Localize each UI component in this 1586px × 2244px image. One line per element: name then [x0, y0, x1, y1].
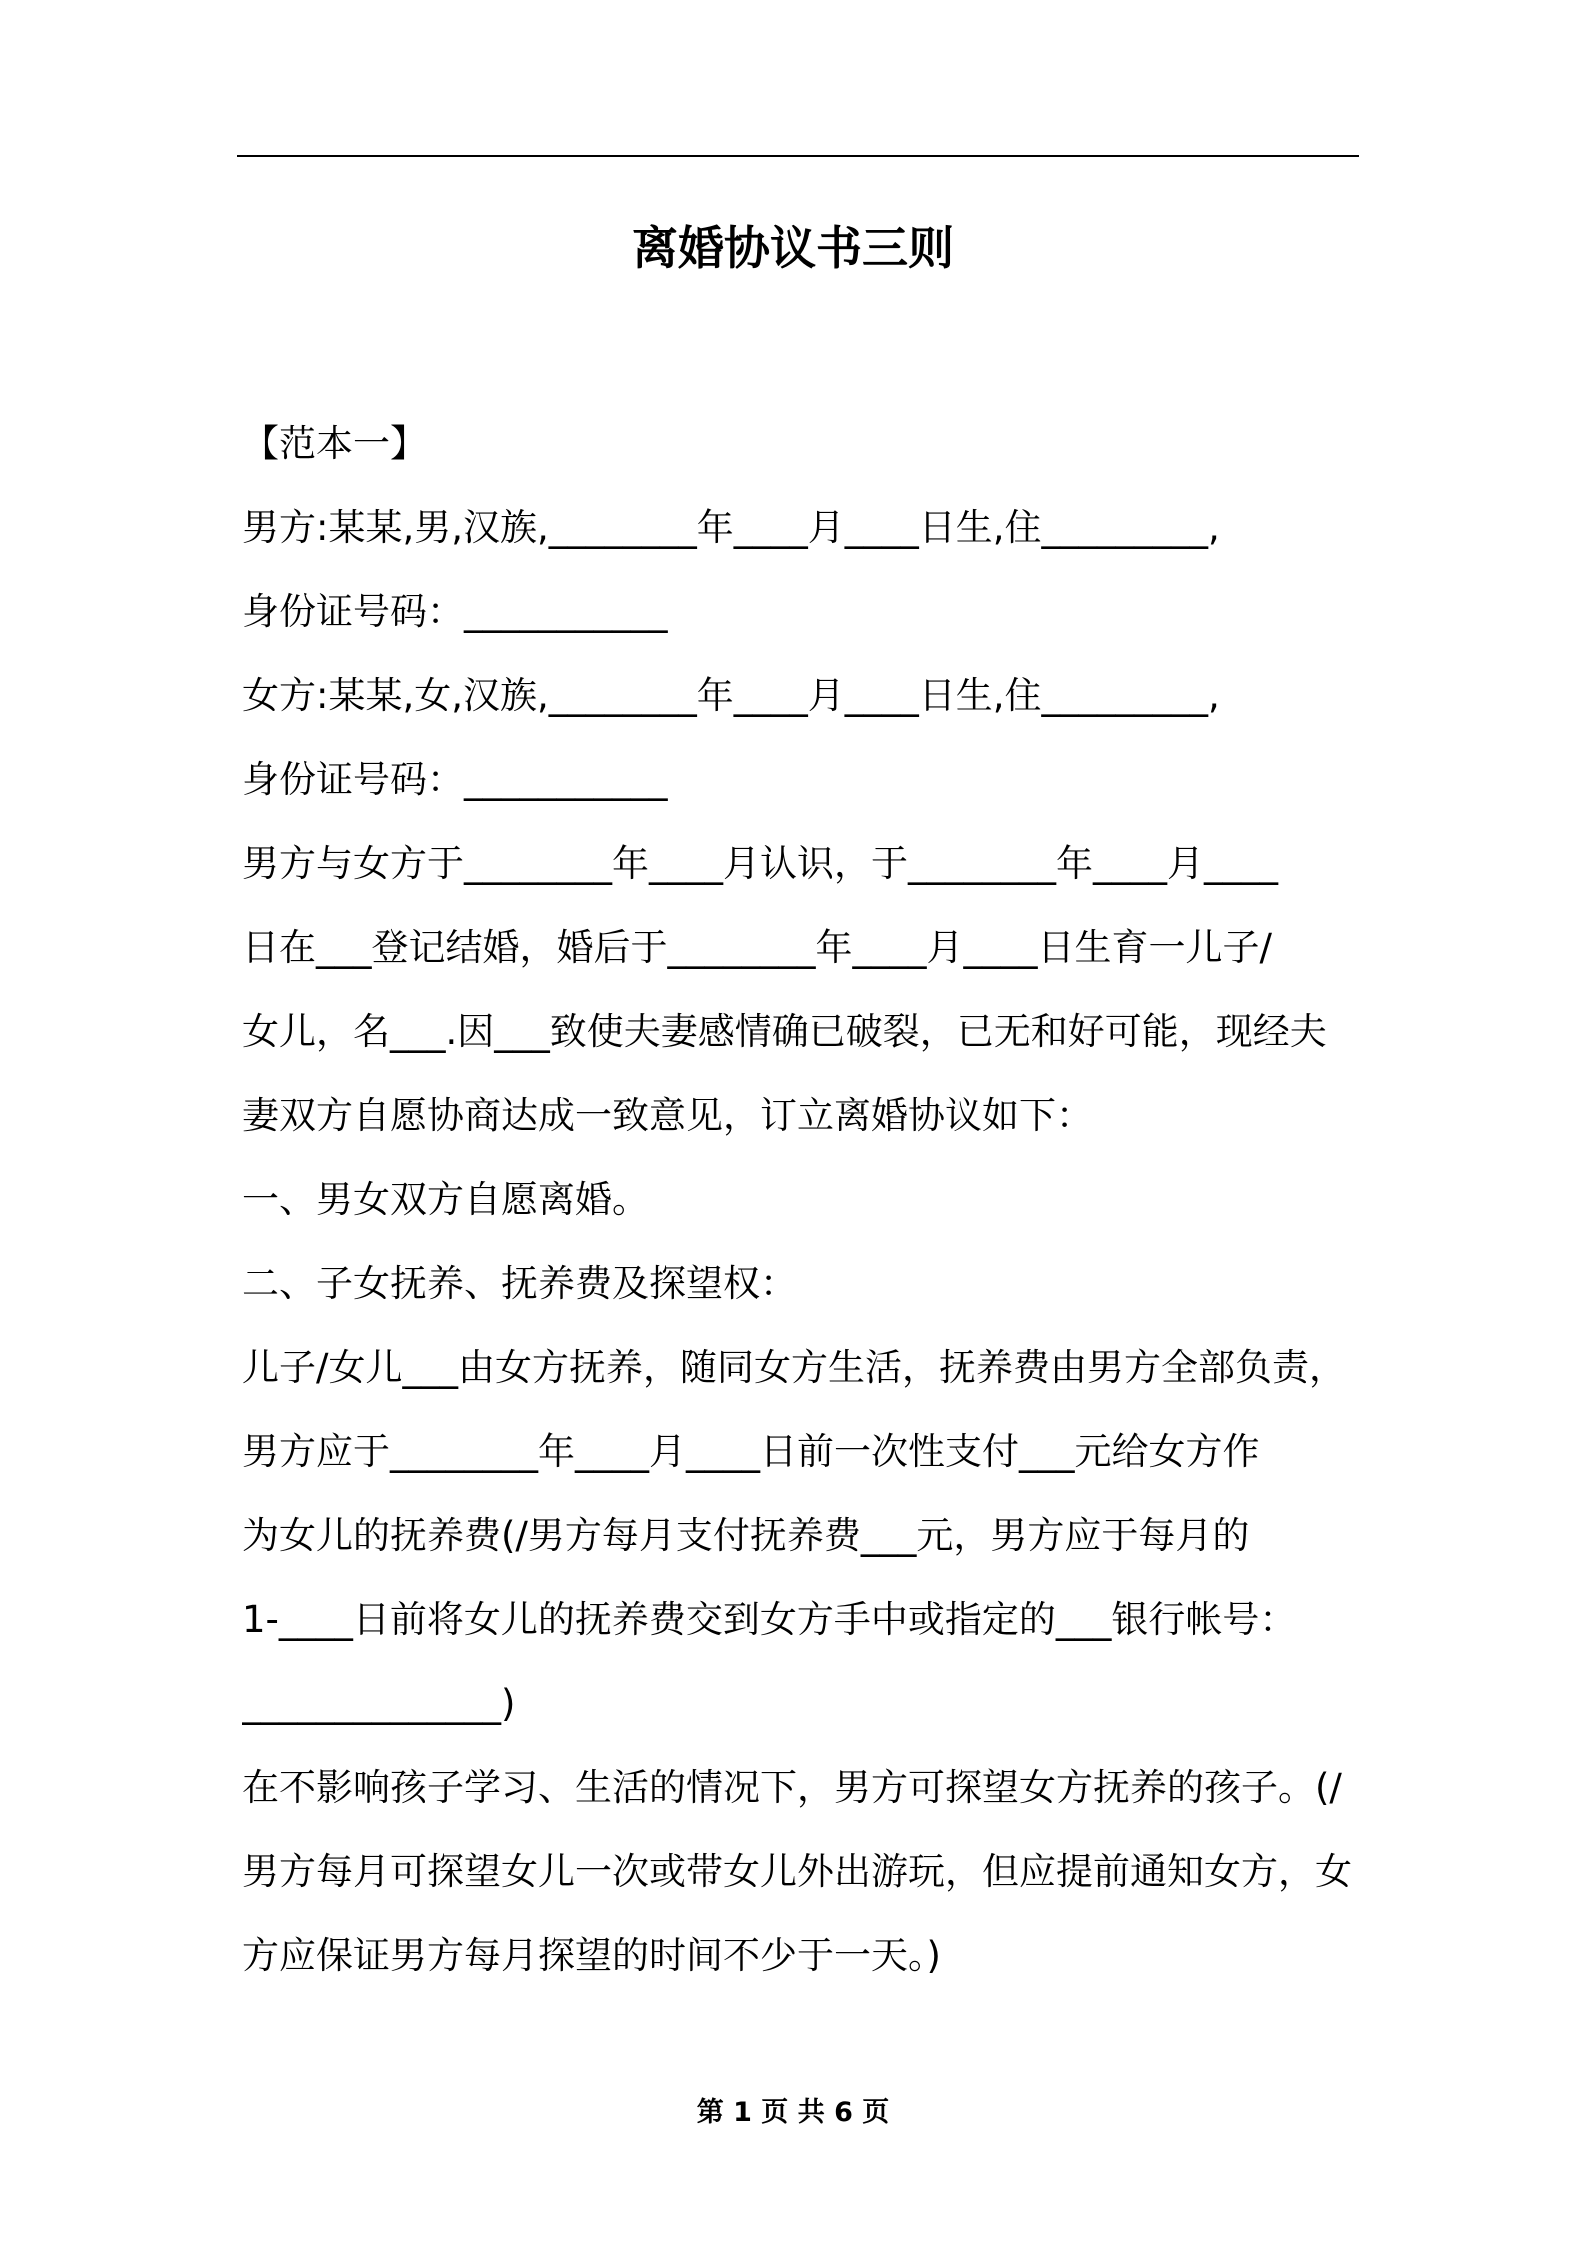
paragraph-line: 方应保证男方每月探望的时间不少于一天。) [242, 1934, 941, 1977]
paragraph-line: 为女儿的抚养费(/男方每月支付抚养费___元，男方应于每月的 [242, 1514, 1250, 1557]
paragraph-line: 日在___登记结婚，婚后于________年____月____日生育一儿子/ [242, 926, 1272, 969]
clause-heading: 一、男女双方自愿离婚。 [242, 1178, 649, 1221]
paragraph-line: 男方每月可探望女儿一次或带女儿外出游玩，但应提前通知女方，女 [242, 1850, 1352, 1893]
paragraph-line: 身份证号码：___________ [242, 758, 668, 801]
paragraph-line: 身份证号码：___________ [242, 590, 668, 633]
paragraph-line: 男方:某某,男,汉族,________年____月____日生,住_________, [242, 506, 1220, 549]
paragraph-line: 女方:某某,女,汉族,________年____月____日生,住_________, [242, 674, 1220, 717]
paragraph-line: 1-____日前将女儿的抚养费交到女方手中或指定的___银行帐号： [242, 1598, 1297, 1641]
document-title: 离婚协议书三则 [632, 221, 954, 275]
page-footer: 第 1 页 共 6 页 [696, 2097, 890, 2128]
paragraph-line: 男方与女方于________年____月认识，于________年____月____ [242, 842, 1278, 885]
document-body [242, 402, 1358, 1998]
header-rule [237, 155, 1359, 157]
paragraph-line: 儿子/女儿___由女方抚养，随同女方生活，抚养费由男方全部负责， [242, 1346, 1346, 1389]
paragraph-line: 女儿，名___.因___致使夫妻感情确已破裂，已无和好可能，现经夫 [242, 1010, 1327, 1053]
section-label: 【范本一】 [242, 422, 427, 465]
paragraph-line: 妻双方自愿协商达成一致意见，订立离婚协议如下： [242, 1094, 1093, 1137]
clause-heading: 二、子女抚养、抚养费及探望权： [242, 1262, 797, 1305]
paragraph-line: ______________) [242, 1682, 516, 1725]
paragraph-line: 男方应于________年____月____日前一次性支付___元给女方作 [242, 1430, 1260, 1473]
paragraph-line: 在不影响孩子学习、生活的情况下，男方可探望女方抚养的孩子。(/ [242, 1766, 1342, 1809]
